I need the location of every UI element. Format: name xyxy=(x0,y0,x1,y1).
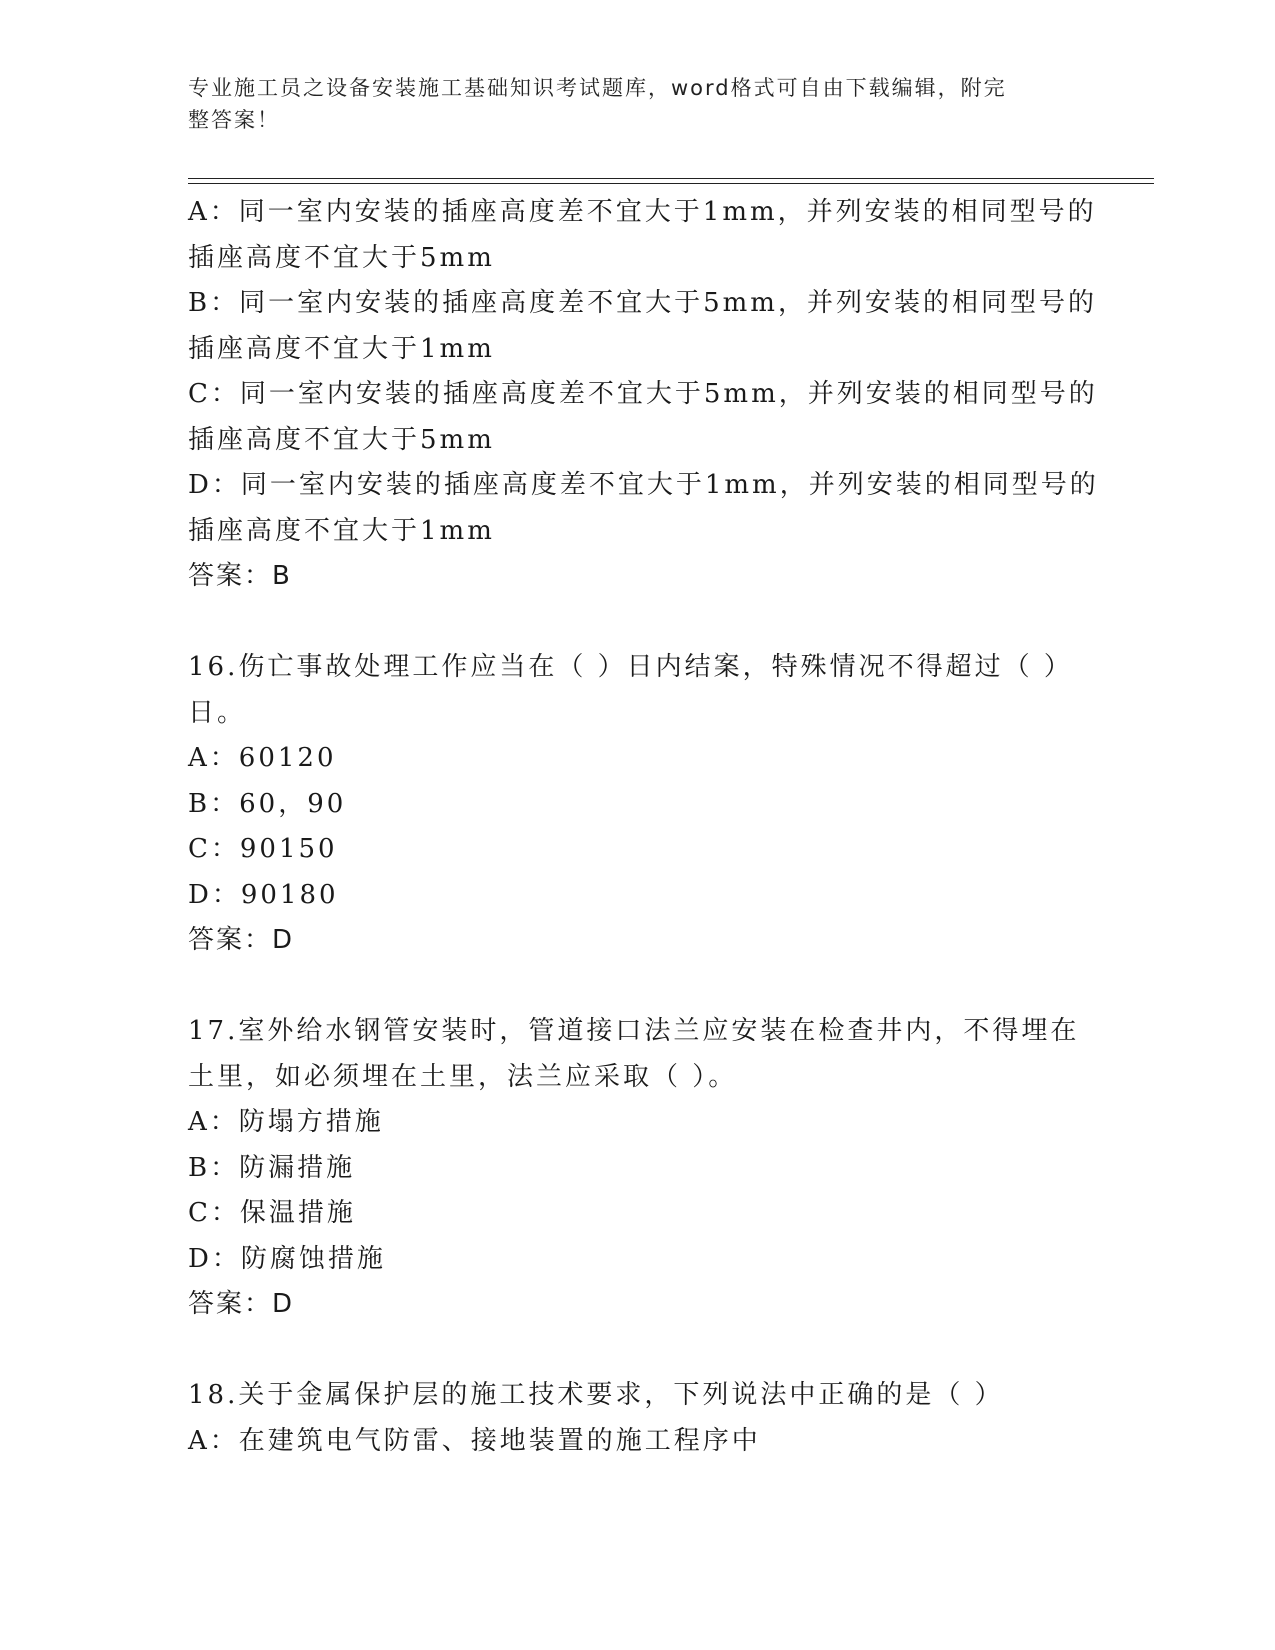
document-header xyxy=(188,72,1068,136)
option-a-line-1: A：同一室内安装的插座高度差不宜大于1mm，并列安装的相同型号的 xyxy=(188,197,1097,227)
header-line-1: 专业施工员之设备安装施工基础知识考试题库，word格式可自由下载编辑，附完 xyxy=(188,76,1007,100)
question-stem-line-2: 日。 xyxy=(188,697,247,728)
option-a-line-2: 插座高度不宜大于5mm xyxy=(188,242,495,273)
option-a: A：60120 xyxy=(188,743,337,773)
option-c-line-1: C：同一室内安装的插座高度差不宜大于5mm，并列安装的相同型号的 xyxy=(188,379,1098,409)
question-18 xyxy=(188,1373,1088,1464)
option-c-line-2: 插座高度不宜大于5mm xyxy=(188,424,495,455)
option-d-line-1: D：同一室内安装的插座高度差不宜大于1mm，并列安装的相同型号的 xyxy=(188,470,1099,500)
option-d: D：防腐蚀措施 xyxy=(188,1243,386,1274)
question-stem-line-1: 16.伤亡事故处理工作应当在（ ）日内结案，特殊情况不得超过（ ） xyxy=(188,652,1073,682)
option-c: C：保温措施 xyxy=(188,1198,356,1228)
question-stem-line-2: 土里，如必须埋在土里，法兰应采取（ ）。 xyxy=(188,1061,738,1092)
header-rule-top xyxy=(188,178,1154,179)
option-b-line-1: B：同一室内安装的插座高度差不宜大于5mm，并列安装的相同型号的 xyxy=(188,288,1097,318)
option-b: B：防漏措施 xyxy=(188,1152,356,1183)
option-b-line-2: 插座高度不宜大于1mm xyxy=(188,333,495,364)
header-rule-bottom xyxy=(188,183,1154,184)
question-16 xyxy=(188,645,1088,964)
answer: 答案：D xyxy=(188,925,295,955)
option-d: D：90180 xyxy=(188,879,339,910)
option-b: B：60，90 xyxy=(188,788,347,819)
question-stem-line-1: 18.关于金属保护层的施工技术要求，下列说法中正确的是（ ） xyxy=(188,1380,1004,1410)
spacer xyxy=(188,1328,1088,1374)
answer: 答案：D xyxy=(188,1289,295,1319)
option-c: C：90150 xyxy=(188,834,338,864)
question-15 xyxy=(188,190,1099,600)
spacer xyxy=(188,964,1088,1010)
question-17 xyxy=(188,1009,1088,1328)
option-a: A：在建筑电气防雷、接地装置的施工程序中 xyxy=(188,1425,761,1456)
option-a: A：防塌方措施 xyxy=(188,1107,384,1137)
question-list xyxy=(188,190,1099,1464)
spacer xyxy=(188,600,1088,646)
option-d-line-2: 插座高度不宜大于1mm xyxy=(188,515,495,546)
answer: 答案：B xyxy=(188,561,292,591)
question-stem-line-1: 17.室外给水钢管安装时，管道接口法兰应安装在检查井内，不得埋在 xyxy=(188,1016,1080,1046)
header-line-2: 整答案！ xyxy=(188,108,280,132)
